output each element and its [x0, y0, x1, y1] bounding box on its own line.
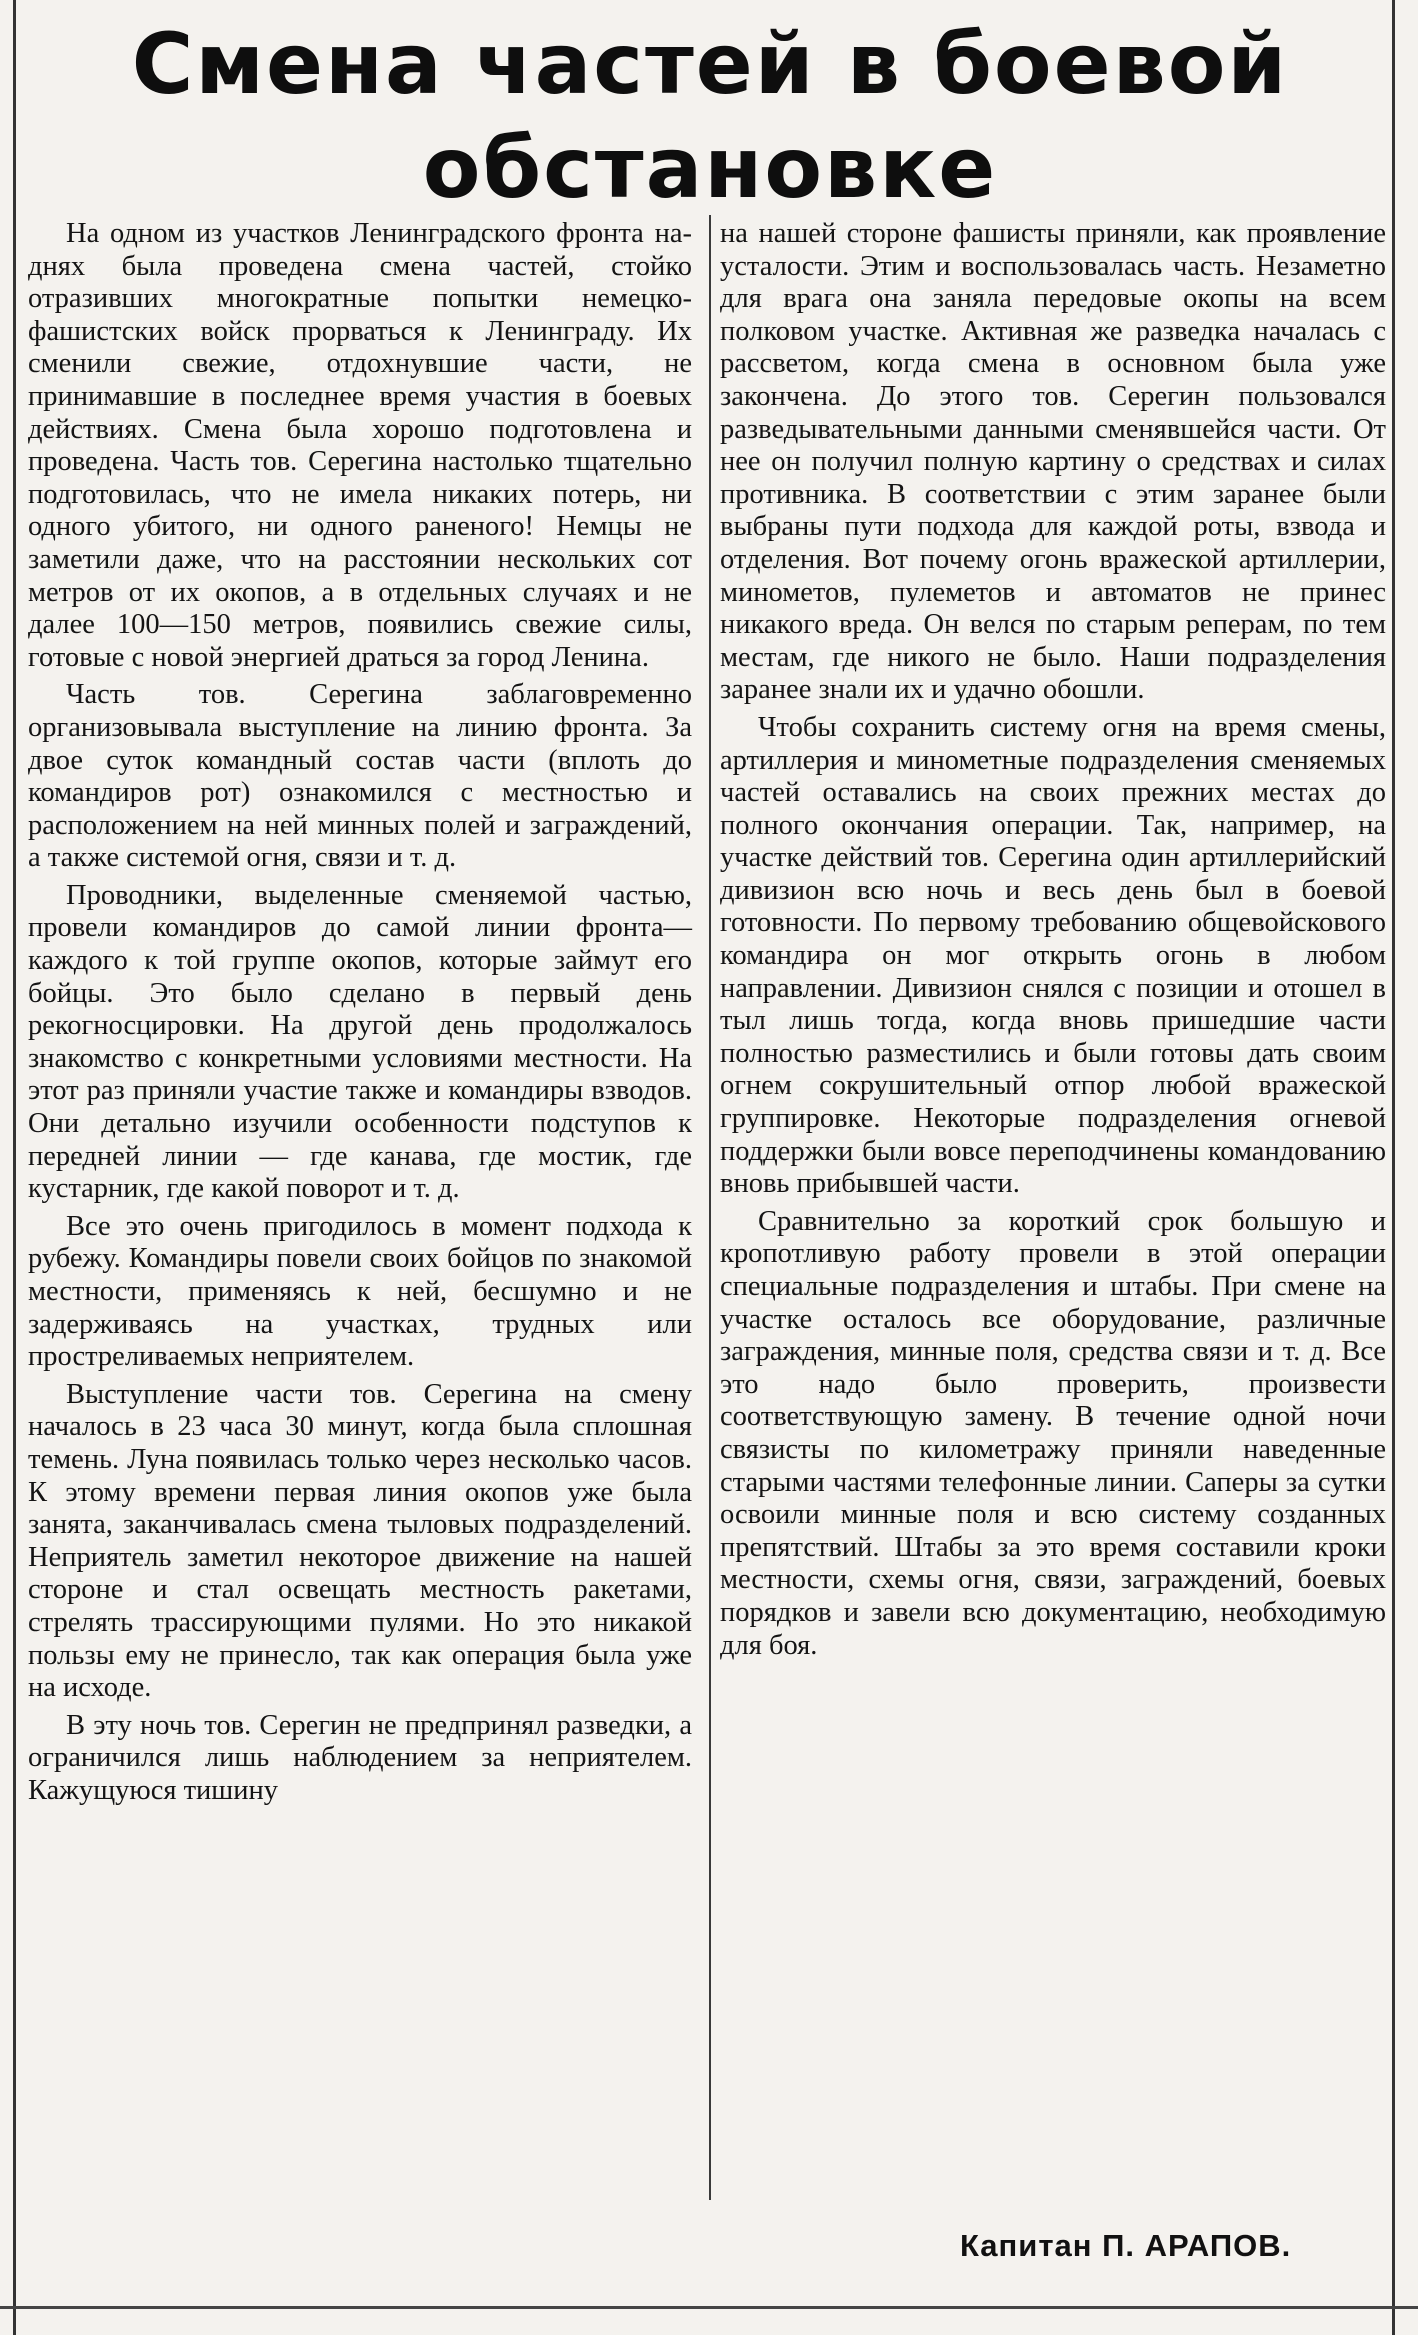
column-divider — [709, 215, 711, 2200]
paragraph: Часть тов. Серегина заблаговременно организовывала выступление на линию фронта. За двое суток командный состав части (вплоть до командиров рот) ознакомился с местностью и расположением на ней минных полей и заграждений, а также системой огня, связи и т. д. — [28, 679, 692, 874]
paragraph: Проводники, выделенные сменяемой частью, провели командиров до самой линии фронта—каждого к той группе окопов, которые займут его бойцы. Это было сделано в первый день рекогносцировки. На другой день продолжалось знакомство с конкретными условиями местности. На этот раз приняли участие также и командиры взводов. Они детально изучили особенности подступов к передней линии — где канава, где мостик, где кустарник, где какой поворот и т. д. — [28, 879, 692, 1205]
paragraph: Чтобы сохранить систему огня на время смены, артиллерия и минометные подразделения сменяемых частей оставались на своих прежних местах до полного окончания операции. Так, например, на участке действий тов. Серегина один артиллерийский дивизион всю ночь и весь день был в боевой готовности. По первому требованию общевойскового командира он мог открыть огонь в любом направлении. Дивизион снялся с позиции и отошел в тыл лишь тогда, когда вновь пришедшие части полностью разместились и были готовы дать своим огнем сокрушительный отпор любой вражеской группировке. Некоторые подразделения огневой поддержки были вовсе переподчинены командованию вновь прибывшей части. — [720, 711, 1386, 1200]
right-border-rule — [1392, 0, 1395, 2335]
paragraph: Все это очень пригодилось в момент подхода к рубежу. Командиры повели своих бойцов по знакомой местности, применяясь к ней, бесшумно и не задерживаясь на участках, трудных или простреливаемых неприятелем. — [28, 1210, 692, 1373]
paragraph: На одном из участков Ленинградского фронта на-днях была проведена смена частей, стойко отразивших многократные попытки немецко-фашистских войск прорваться к Ленинграду. Их сменили свежие, отдохнувшие части, не принимавшие в последнее время участия в боевых действиях. Смена была хорошо подготовлена и проведена. Часть тов. Серегина настолько тщательно подготовилась, что не имела никаких потерь, ни одного убитого, ни одного раненого! Немцы не заметили даже, что на расстоянии нескольких сот метров от их окопов, а в отдельных случаях и не далее 100—150 метров, появились свежие силы, готовые с новой энергией драться за город Ленина. — [28, 218, 692, 673]
paragraph: Сравнительно за короткий срок большую и кропотливую работу провели в этой операции специальные подразделения и штабы. При смене на участке осталось все оборудование, различные заграждения, минные поля, средства связи и т. д. Все это надо было проверить, произвести соответствующую замену. В течение одной ночи связисты по километражу приняли наведенные старыми частями телефонные линии. Саперы за сутки освоили минные поля и всю систему созданных препятствий. Штабы за это время составили кроки местности, схемы огня, связи, заграждений, боевых порядков и завели всю документацию, необходимую для боя. — [720, 1205, 1386, 1661]
bottom-border-rule — [0, 2306, 1418, 2309]
article-column-right — [720, 218, 1386, 1667]
paragraph-continued: на нашей стороне фашисты приняли, как проявление усталости. Этим и воспользовалась часть. Незаметно для врага она заняла передовые окопы на всем полковом участке. Активная же разведка началась с рассветом, когда смена в основном была уже закончена. До этого тов. Серегин пользовался разведывательными данными сменявшейся части. От нее он получил полную картину о средствах и силах противника. В соответствии с этим заранее были выбраны пути подхода для каждой роты, взвода и отделения. Вот почему огонь вражеской артиллерии, минометов, пулеметов и автоматов не принес никакого вреда. Он велся по старым реперам, по тем местам, где никого не было. Наши подразделения заранее знали их и удачно обошли. — [720, 218, 1386, 706]
paragraph: В эту ночь тов. Серегин не предпринял разведки, а ограничился лишь наблюдением за неприятелем. Кажущуюся тишину — [28, 1709, 692, 1806]
paragraph: Выступление части тов. Серегина на смену началось в 23 часа 30 минут, когда была сплошная темень. Луна появилась только через несколько часов. К этому времени первая линия окопов уже была занята, заканчивалась смена тыловых подразделений. Неприятель заметил некоторое движение на нашей стороне и стал освещать местность ракетами, стрелять трассирующими пулями. Но это никакой пользы ему не принесло, так как операция была уже на исходе. — [28, 1378, 692, 1704]
article-column-left — [28, 218, 692, 1813]
author-signature: Капитан П. АРАПОВ. — [960, 2228, 1292, 2263]
article-headline: Смена частей в боевой обстановке — [131, 15, 1289, 217]
left-border-rule — [13, 0, 16, 2335]
